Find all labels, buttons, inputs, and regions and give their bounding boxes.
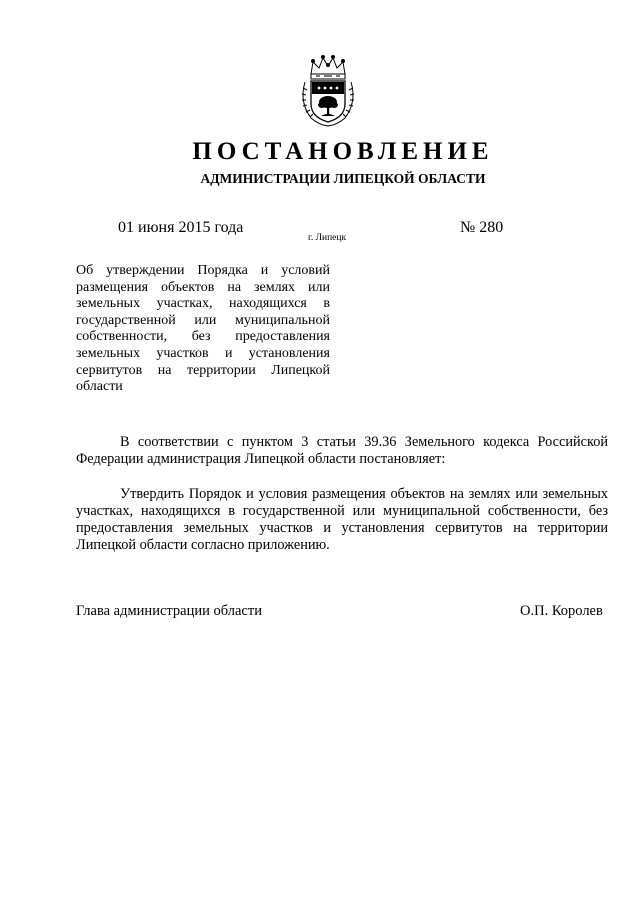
preamble-paragraph: В соответствии с пунктом 3 статьи 39.36 Земельного кодекса Российской Федерации администрация Липецкой области постановляет: [76,434,608,467]
document-city: г. Липецк [308,233,347,243]
document-type-title: ПОСТАНОВЛЕНИЕ [192,138,494,165]
document-number: № 280 [460,219,504,236]
signatory-name: О.П. Королев [520,603,603,619]
resolution-paragraph: Утвердить Порядок и условия размещения объектов на землях или земельных участках, находящихся в государственной или муниципальной собственности, без предоставления земельных участков и установления сервитутов на территории Липецкой области согласно приложению. [76,486,608,553]
signatory-title: Глава администрации области [76,603,262,619]
issuer-name: АДМИНИСТРАЦИИ ЛИПЕЦКОЙ ОБЛАСТИ [200,171,486,186]
document-subject: Об утверждении Порядка и условий размещения объектов на землях или земельных участках, находящихся в государственной или муниципальной собственности, без предоставления земельных участков и установления сервитутов на территории Липецкой области [76,263,330,395]
document-date: 01 июня 2015 года [118,219,244,236]
lipetsk-coat-of-arms-icon [297,54,359,128]
